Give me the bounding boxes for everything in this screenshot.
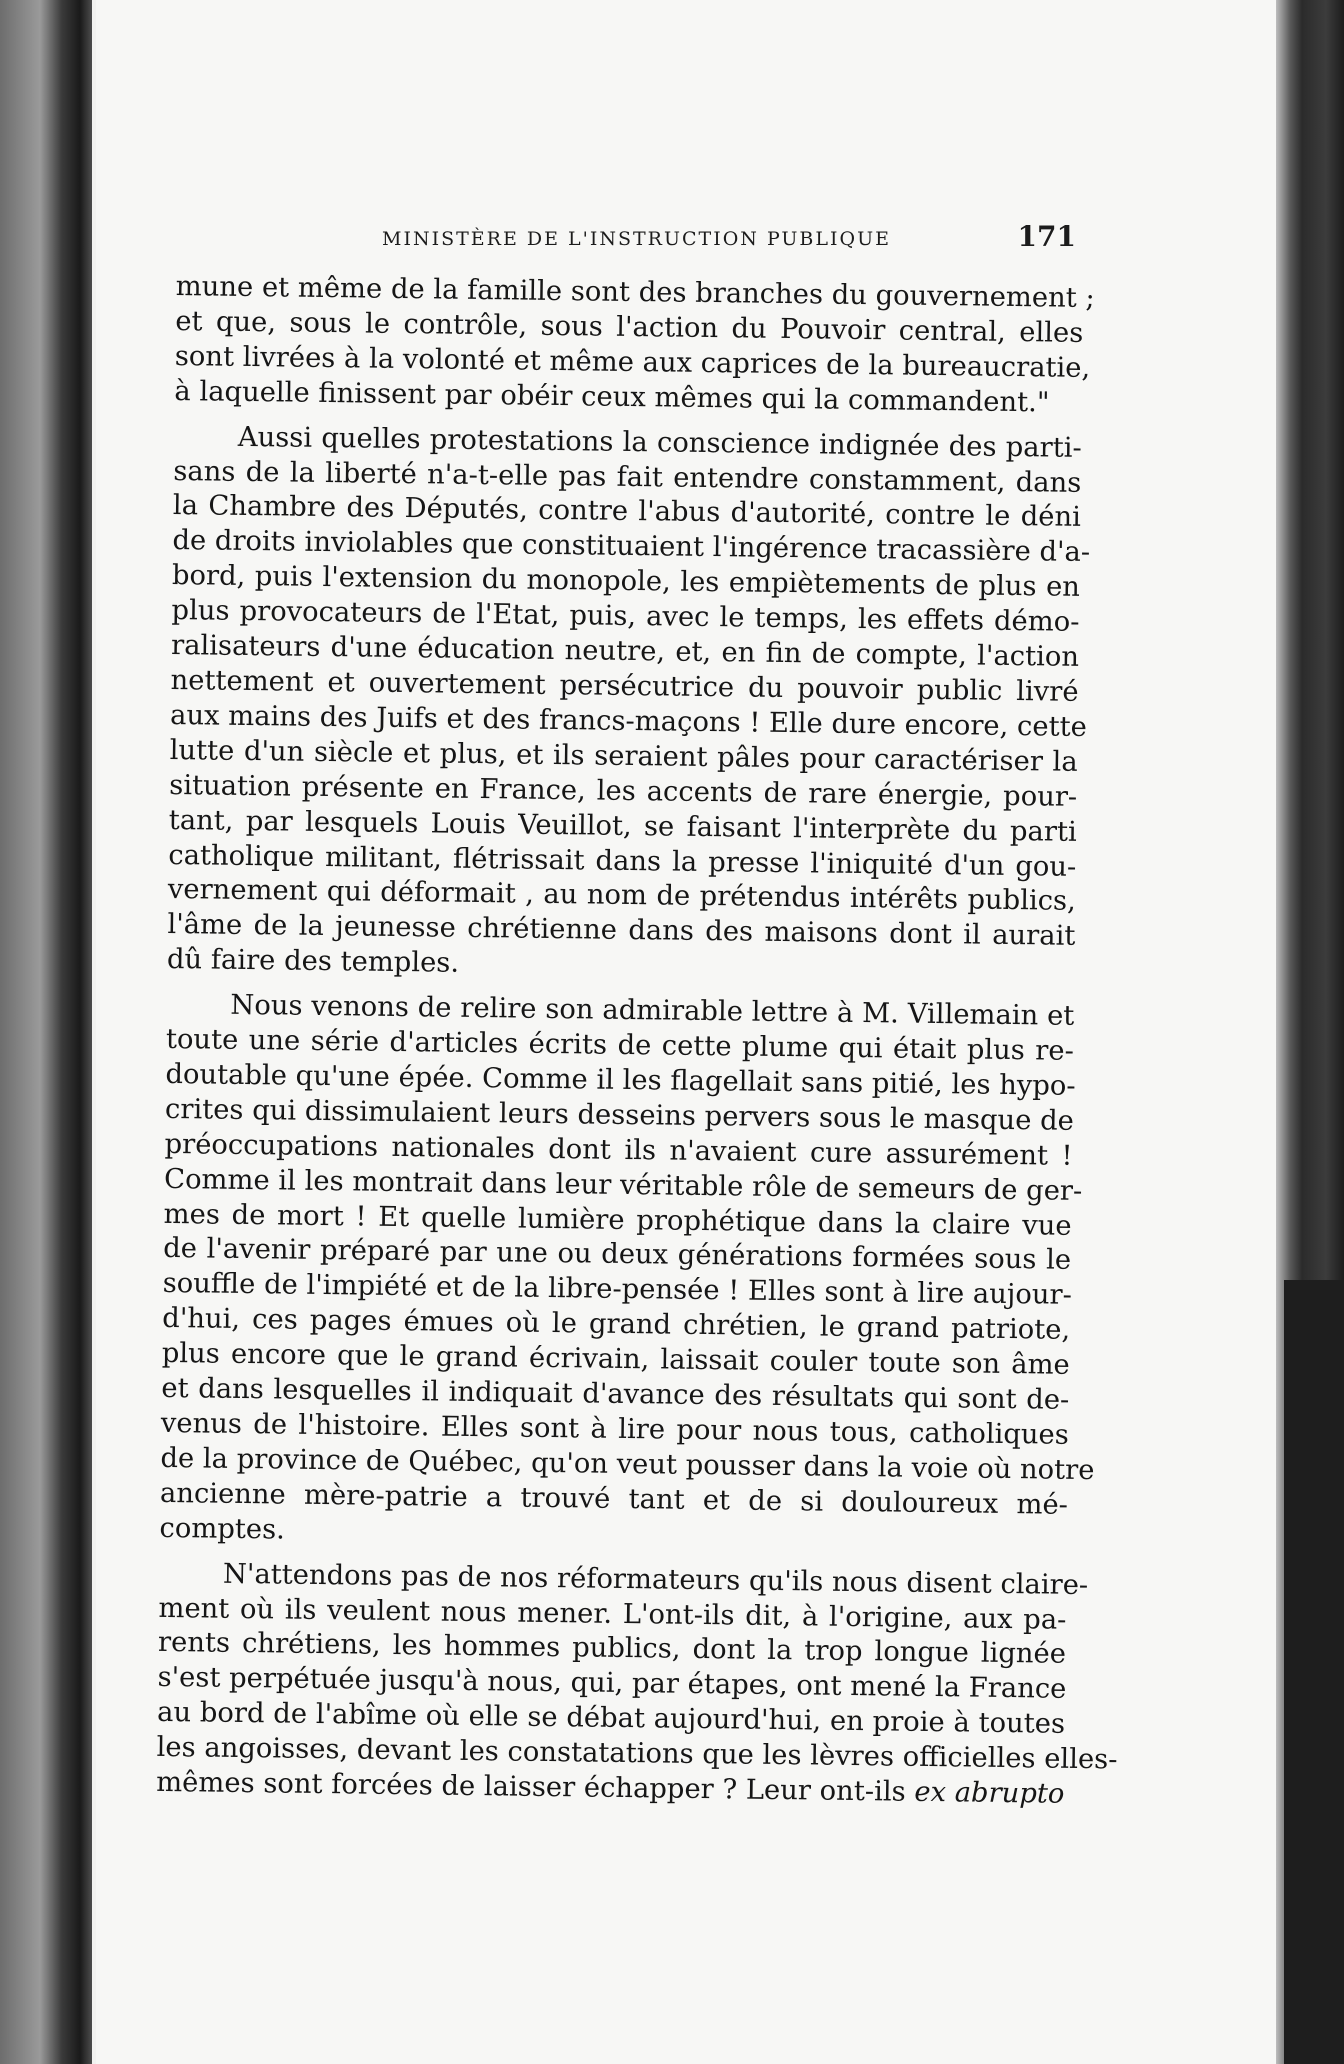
text-line: l'âme de la jeunesse chrétienne dans des maisons dont il aurait (167, 909, 1076, 953)
text-line: s'est perpétuée jusqu'à nous, qui, par étapes, ont mené la France (157, 1662, 1067, 1706)
page-number: 171 (1017, 220, 1076, 253)
text-line: à laquelle finissent par obéir ceux mêmes qui la commandent." (174, 375, 1050, 419)
text-line: de la province de Québec, qu'on veut pousser dans la voie où notre (160, 1442, 1095, 1487)
text-line: ancienne mère-patrie a trouvé tant et de si douloureux mé- (159, 1477, 1069, 1521)
text-line: bord, puis l'extension du monopole, les empiètements de plus en (171, 560, 1081, 604)
text-line: sont livrées à la volonté et même aux caprices de la bureaucratie, (174, 340, 1091, 384)
paragraph-4 (155, 1557, 1118, 1813)
text-line: souffle de l'impiété et de la libre-pensée ! Elles sont à lire aujour- (162, 1268, 1073, 1312)
running-head: MINISTÈRE DE L'INSTRUCTION PUBLIQUE (382, 228, 891, 250)
text-line: aux mains des Juifs et des francs-maçons ! Elle dure encore, cette (169, 699, 1088, 743)
text-line: mune et même de la famille sont des branches du gouvernement ; (175, 270, 1095, 315)
text-line: crites qui dissimulaient leurs desseins pervers sous le masque de (164, 1093, 1075, 1137)
text-line: sans de la liberté n'a-t-elle pas fait entendre constamment, dans (173, 455, 1082, 499)
text-line: toute une série d'articles écrits de cette plume qui était plus re- (165, 1023, 1075, 1067)
text-line: ralisateurs d'une éducation neutre, et, en fin de compte, l'action (170, 630, 1080, 673)
text-line: situation présente en France, les accents de rare énergie, pour- (169, 769, 1078, 813)
paragraph-1 (174, 270, 1095, 421)
text-line-last-roman: mêmes sont forcées de laisser échapper ? Leur ont-ils (155, 1766, 906, 1808)
text-line-last-italic: ex abrupto (914, 1776, 1065, 1810)
text-line: nettement et ouvertement persécutrice du pouvoir public livré (170, 664, 1079, 708)
paragraph-3 (159, 988, 1095, 1558)
text-line: N'attendons pas de nos réformateurs qu'ils nous disent claire- (222, 1558, 1089, 1601)
text-line: et dans lesquelles il indiquait d'avance des résultats qui sont de- (161, 1372, 1070, 1416)
text-line: catholique militant, flétrissait dans la presse l'iniquité d'un gou- (168, 839, 1077, 883)
page-header (178, 220, 1098, 264)
book-gutter (0, 0, 92, 2064)
text-line: dû faire des temples. (166, 944, 460, 979)
text-line: la Chambre des Députés, contre l'abus d'autorité, contre le déni (172, 490, 1082, 534)
body-text (155, 270, 1118, 1813)
text-line: au bord de l'abîme où elle se débat aujourd'hui, en proie à toutes (156, 1697, 1066, 1741)
text-line: tant, par lesquels Louis Veuillot, se faisant l'interprète du parti (168, 804, 1077, 848)
text-line: Comme il les montrait dans leur véritable rôle de semeurs de ger- (163, 1163, 1083, 1207)
text-line: de l'avenir préparé par une ou deux générations formées sous le (162, 1233, 1072, 1277)
text-line: lutte d'un siècle et plus, et ils seraient pâles pour caractériser la (169, 734, 1078, 778)
text-line: les angoisses, devant les constatations que les lèvres officielles elles- (156, 1732, 1118, 1776)
text-line: Nous venons de relire son admirable lettre à M. Villemain et (230, 989, 1075, 1032)
text-line: plus provocateurs de l'Etat, puis, avec le temps, les effets démo- (171, 595, 1080, 639)
text-line: vernement qui déformait , au nom de prétendus intérêts publics, (167, 874, 1077, 918)
text-line: ment où ils veulent nous mener. L'ont-ils dit, à l'origine, aux pa- (158, 1592, 1067, 1636)
text-line: doutable qu'une épée. Comme il les flagellait sans pitié, les hypo- (165, 1058, 1076, 1102)
text-line: rents chrétiens, les hommes publics, dont la trop longue lignée (157, 1627, 1067, 1671)
text-line: comptes. (159, 1512, 286, 1546)
text-line: et que, sous le contrôle, sous l'action du Pouvoir central, elles (175, 305, 1084, 349)
book-right-edge-shadow (1284, 1280, 1344, 2064)
text-line: d'hui, ces pages émues où le grand chrétien, le grand patriote, (162, 1303, 1071, 1347)
paragraph-2 (166, 420, 1091, 990)
text-line: plus encore que le grand écrivain, laissait couler toute son âme (161, 1338, 1070, 1381)
text-line: venus de l'histoire. Elles sont à lire pour nous tous, catholiques (160, 1407, 1070, 1451)
text-line: Aussi quelles protestations la conscience indignée des parti- (237, 421, 1082, 464)
text-line: de droits inviolables que constituaient l'ingérence tracassière d'a- (172, 525, 1091, 569)
text-line: mes de mort ! Et quelle lumière prophétique dans la claire vue (163, 1198, 1072, 1242)
text-line: préoccupations nationales dont ils n'avaient cure assurément ! (164, 1128, 1073, 1172)
